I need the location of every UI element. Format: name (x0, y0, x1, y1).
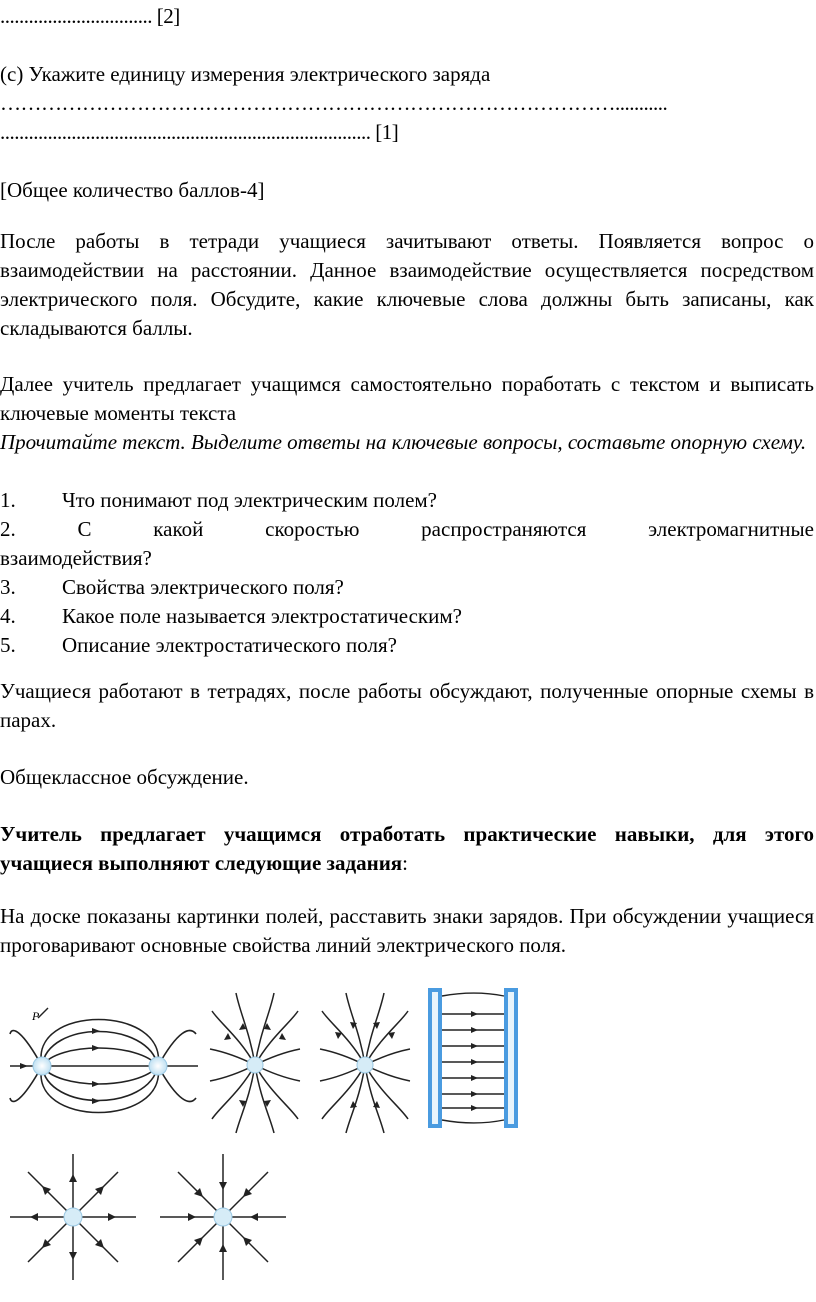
total-score: [Общее количество баллов-4] (0, 178, 265, 202)
point-charge-field-diagram-right (158, 1152, 288, 1282)
colon: : (402, 851, 409, 875)
parallel-plates-field-diagram (424, 988, 524, 1128)
paragraph-teacher-task: Далее учитель предлагает учащимся самостоятельно поработать с текстом и выписать ключевые моменты текста (0, 372, 814, 425)
charge-center (247, 1057, 263, 1073)
paragraph-read-instruction: Прочитайте текст. Выделите ответы на ключевые вопросы, составьте опорную схему. (0, 430, 807, 454)
question-word: какой (153, 517, 204, 541)
question-number: 1. (0, 488, 16, 512)
point-charge (214, 1208, 232, 1226)
question-word: С (77, 517, 92, 541)
point-charge (64, 1208, 82, 1226)
point-charge-field-diagram-left (8, 1152, 138, 1282)
question-word: электромагнитные (648, 517, 814, 541)
question-number: 5. (0, 633, 16, 657)
dipole-field-diagram (8, 990, 208, 1140)
question-item-2 (0, 515, 814, 573)
question-word: скоростью (265, 517, 360, 541)
charge-right (149, 1057, 167, 1075)
question-text: Что понимают под электрическим полем? (62, 488, 437, 512)
charge-center (357, 1057, 373, 1073)
question-text: Свойства электрического поля? (62, 575, 344, 599)
question-text-continued: взаимодействия? (0, 546, 152, 570)
bold-instruction: Учитель предлагает учащимся отработать практические навыки, для этого учащиеся выполняют следующие задания (0, 822, 814, 875)
question-number: 4. (0, 604, 16, 628)
question-number: 2. (0, 517, 16, 541)
question-number: 3. (0, 575, 16, 599)
paragraph-class-discussion: Общеклассное обсуждение. (0, 765, 249, 789)
answer-dots-line-1: ………………………………………………………………………………........... (0, 91, 668, 115)
question-word: распространяются (421, 517, 587, 541)
dipole-label: P (32, 1009, 40, 1023)
like-charges-field-diagram (210, 993, 300, 1133)
charge-left (33, 1057, 51, 1075)
question-c: (с) Укажите единицу измерения электрического заряда (0, 62, 491, 86)
paragraph-pair-work: Учащиеся работают в тетрадях, после работы обсуждают, полученные опорные схемы в парах. (0, 679, 814, 732)
question-text: Какое поле называется электростатическим? (62, 604, 462, 628)
question-text: Описание электростатического поля? (62, 633, 397, 657)
paragraph-field-pictures: На доске показаны картинки полей, расставить знаки зарядов. При обсуждении учащиеся проговаривают основные свойства линий электрического поля. (0, 904, 814, 957)
paragraph-practical-skills (0, 820, 814, 878)
charge-field-diagram (320, 993, 410, 1133)
paragraph-discussion: После работы в тетради учащиеся зачитывают ответы. Появляется вопрос о взаимодействии на расстоянии. Данное взаимодействие осуществляется посредством электрического поля. Обсудите, какие ключевые слова должны быть записаны, как складываются баллы. (0, 229, 814, 340)
answer-line-score-2: ................................ [2] (0, 4, 180, 28)
answer-dots-line-2: .............................................................................. [1] (0, 120, 399, 144)
